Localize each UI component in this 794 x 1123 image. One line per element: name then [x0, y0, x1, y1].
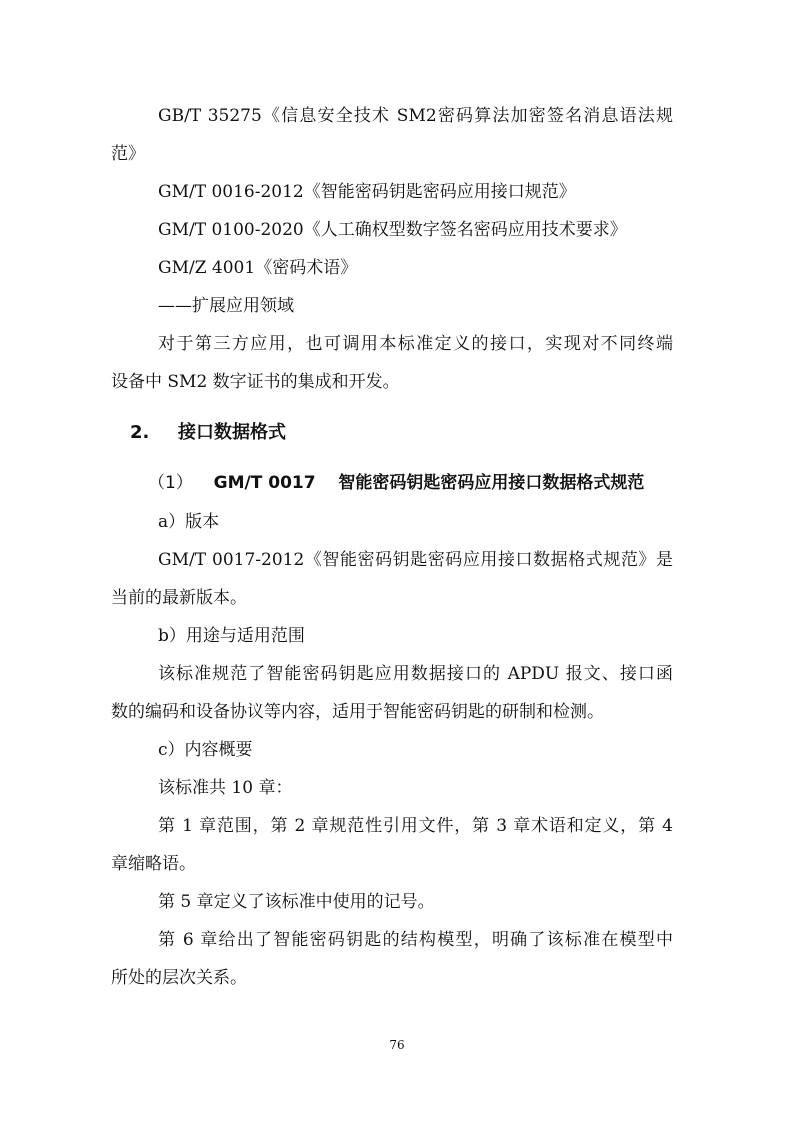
extension-heading: ——扩展应用领域 [158, 296, 294, 316]
subsection-code: GM/T 0017 [213, 473, 316, 493]
item-c-p2-line2: 章缩略语。 [111, 854, 196, 874]
extension-paragraph-line1: 对于第三方应用，也可调用本标准定义的接口，实现对不同终端 [158, 334, 673, 354]
item-c-p1: 该标准共 10 章： [158, 778, 293, 798]
item-c-p3: 第 5 章定义了该标准中使用的记号。 [158, 892, 435, 912]
extension-paragraph-line2: 设备中 SM2 数字证书的集成和开发。 [111, 372, 400, 392]
item-a-line2: 当前的最新版本。 [111, 588, 247, 608]
subsection-title: 智能密码钥匙密码应用接口数据格式规范 [338, 473, 645, 493]
item-a-line1: GM/T 0017-2012《智能密码钥匙密码应用接口数据格式规范》是 [158, 550, 673, 570]
ref-gmz4001: GM/Z 4001《密码术语》 [158, 258, 358, 278]
page-number: 76 [389, 1038, 405, 1052]
subsection-heading [148, 470, 644, 496]
section-title: 接口数据格式 [178, 422, 286, 443]
ref-gbt35275-line1: GB/T 35275《信息安全技术 SM2密码算法加密签名消息语法规 [158, 106, 673, 126]
item-c-p4-line1: 第 6 章给出了智能密码钥匙的结构模型，明确了该标准在模型中 [158, 930, 673, 950]
item-c-label: c）内容概要 [158, 740, 253, 760]
item-b-line2: 数的编码和设备协议等内容，适用于智能密码钥匙的研制和检测。 [111, 702, 604, 722]
ref-gmt0016: GM/T 0016-2012《智能密码钥匙密码应用接口规范》 [158, 182, 576, 202]
section-heading [130, 420, 286, 446]
subsection-number: （1） [148, 473, 193, 493]
ref-gmt0100: GM/T 0100-2020《人工确权型数字签名密码应用技术要求》 [158, 220, 627, 240]
item-c-p4-line2: 所处的层次关系。 [111, 968, 247, 988]
section-number: 2. [130, 422, 150, 443]
item-a-label: a）版本 [158, 512, 220, 532]
item-b-label: b）用途与适用范围 [158, 626, 305, 646]
ref-gbt35275-line2: 范》 [111, 144, 145, 164]
item-c-p2-line1: 第 1 章范围，第 2 章规范性引用文件，第 3 章术语和定义，第 4 [158, 816, 673, 836]
item-b-line1: 该标准规范了智能密码钥匙应用数据接口的 APDU 报文、接口函 [158, 664, 673, 684]
